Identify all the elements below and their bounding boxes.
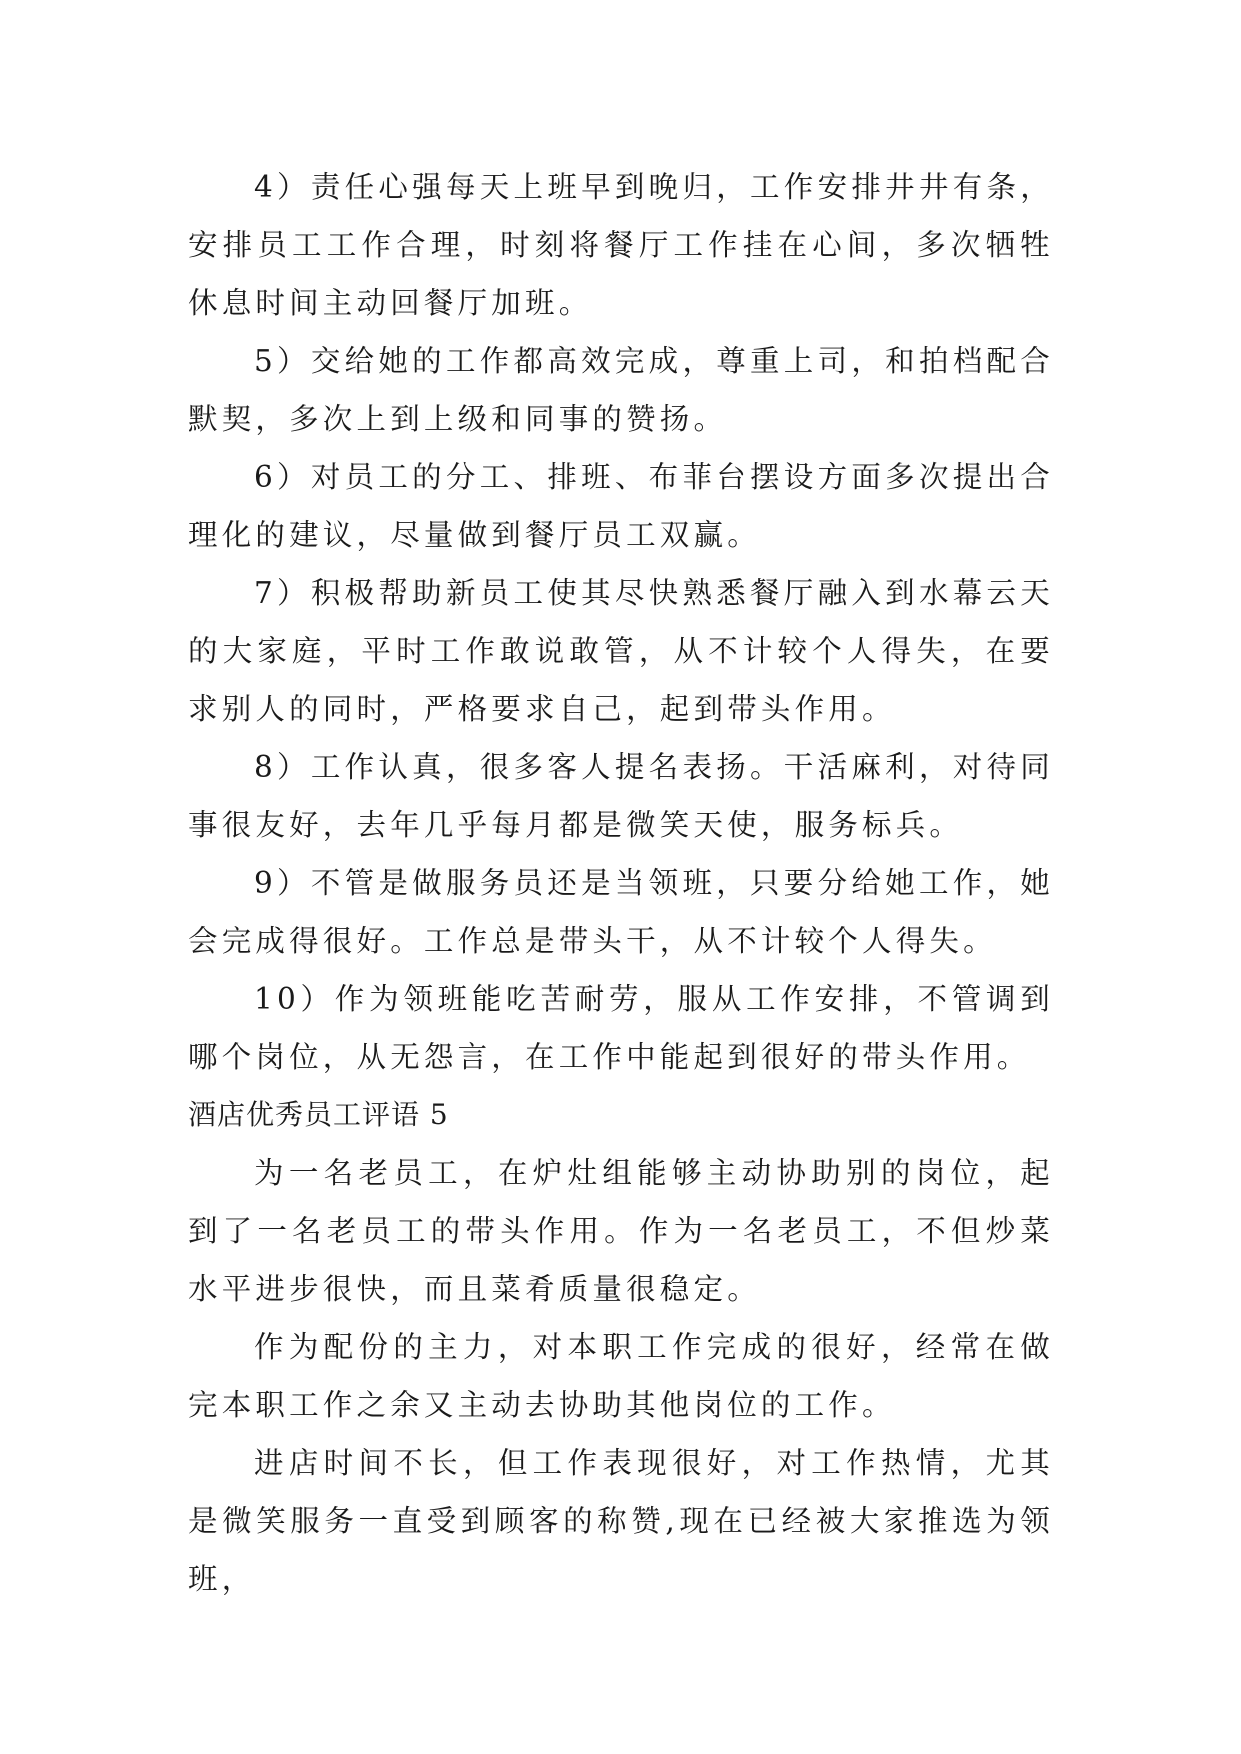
document-body	[188, 158, 1054, 1608]
section-heading: 酒店优秀员工评语 5	[188, 1098, 449, 1131]
paragraph-comment-1: 为一名老员工，在炉灶组能够主动协助别的岗位，起到了一名老员工的带头作用。作为一名老员工，不但炒菜水平进步很快，而且菜肴质量很稳定。	[188, 1156, 1054, 1306]
paragraph-item-6: 6）对员工的分工、排班、布菲台摆设方面多次提出合理化的建议，尽量做到餐厅员工双赢。	[188, 460, 1054, 552]
paragraph-item-7: 7）积极帮助新员工使其尽快熟悉餐厅融入到水幕云天的大家庭，平时工作敢说敢管，从不计较个人得失，在要求别人的同时，严格要求自己，起到带头作用。	[188, 576, 1054, 726]
paragraph-item-9: 9）不管是做服务员还是当领班，只要分给她工作，她会完成得很好。工作总是带头干，从不计较个人得失。	[188, 866, 1054, 958]
paragraph-item-4: 4）责任心强每天上班早到晚归，工作安排井井有条，安排员工工作合理，时刻将餐厅工作挂在心间，多次牺牲休息时间主动回餐厅加班。	[188, 170, 1054, 320]
paragraph-item-10: 10）作为领班能吃苦耐劳，服从工作安排，不管调到哪个岗位，从无怨言，在工作中能起到很好的带头作用。	[188, 982, 1054, 1074]
paragraph-comment-2: 作为配份的主力，对本职工作完成的很好，经常在做完本职工作之余又主动去协助其他岗位的工作。	[188, 1330, 1054, 1422]
paragraph-item-5: 5）交给她的工作都高效完成，尊重上司，和拍档配合默契，多次上到上级和同事的赞扬。	[188, 344, 1054, 436]
paragraph-item-8: 8）工作认真，很多客人提名表扬。干活麻利，对待同事很友好，去年几乎每月都是微笑天使，服务标兵。	[188, 750, 1054, 842]
paragraph-comment-3: 进店时间不长，但工作表现很好，对工作热情，尤其是微笑服务一直受到顾客的称赞,现在已经被大家推选为领班，	[188, 1446, 1054, 1596]
